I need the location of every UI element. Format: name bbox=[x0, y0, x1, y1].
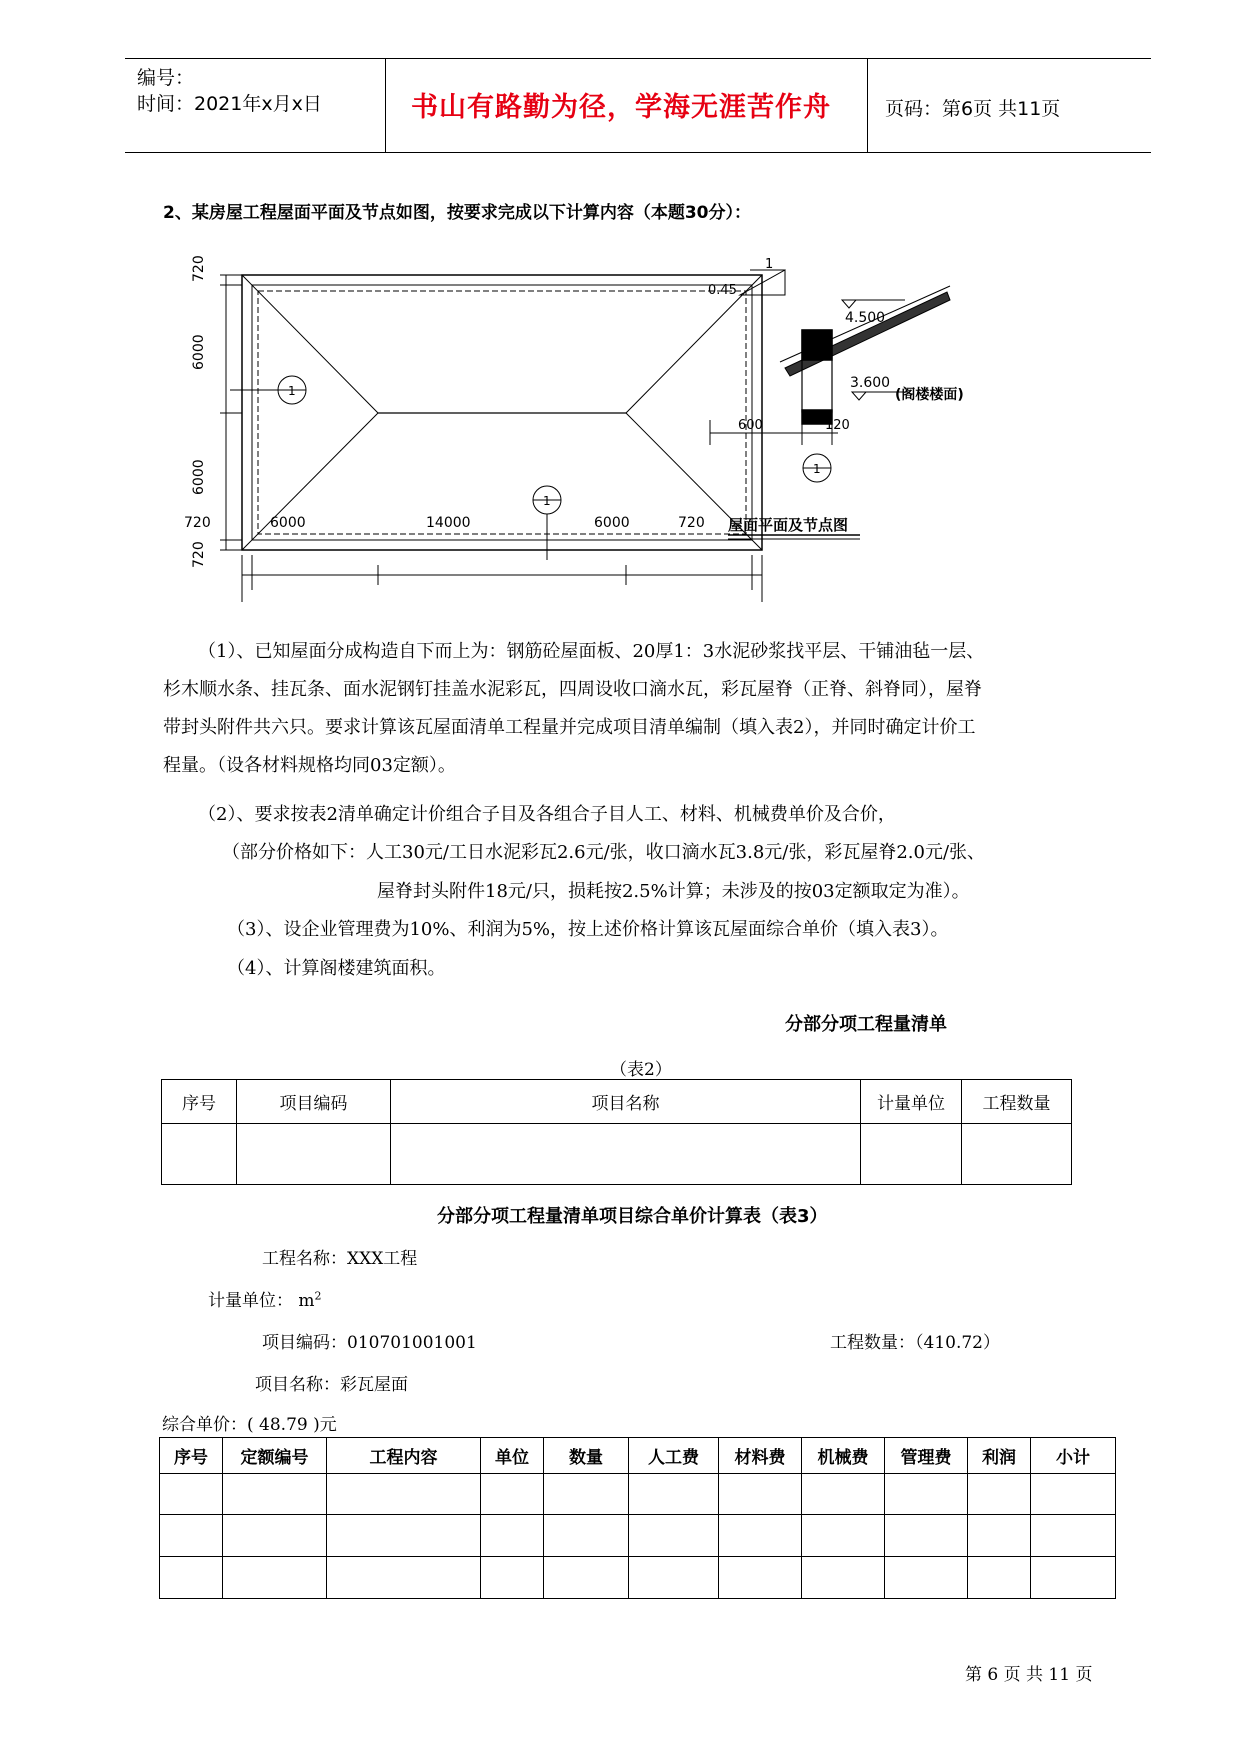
table3 bbox=[159, 1437, 1116, 1599]
dim-wall: 120 bbox=[825, 418, 850, 433]
t2-header-qty: 工程数量 bbox=[962, 1080, 1072, 1124]
question-heading: 2、某房屋工程屋面平面及节点如图，按要求完成以下计算内容（本题30分）： bbox=[163, 203, 751, 223]
dim-left-eave-top: 720 bbox=[191, 255, 207, 282]
project-name: 工程名称：XXX工程 bbox=[262, 1249, 418, 1269]
elevation-top: 4.500 bbox=[845, 310, 886, 326]
dim-eave: 600 bbox=[738, 418, 763, 433]
item-name: 项目名称：彩瓦屋面 bbox=[255, 1375, 408, 1395]
t3-header-labor: 人工费 bbox=[629, 1438, 719, 1474]
para-2: 杉木顺水条、挂瓦条、面水泥钢钉挂盖水泥彩瓦，四周设收口滴水瓦，彩瓦屋脊（正脊、斜脊同），屋脊 bbox=[163, 679, 982, 700]
elevation-floor: 3.600 bbox=[850, 375, 891, 391]
t3-header-subtotal: 小计 bbox=[1031, 1438, 1116, 1474]
unit-superscript: 2 bbox=[314, 1289, 322, 1303]
para-3: 带封头附件共六只。要求计算该瓦屋面清单工程量并完成项目清单编制（填入表2），并同时确定计价工 bbox=[163, 717, 976, 738]
unit-price: 综合单价：( 48.79 )元 bbox=[162, 1415, 337, 1435]
table-row bbox=[160, 1474, 1116, 1515]
dim-bottom-eave-right: 720 bbox=[678, 515, 705, 531]
table3-title: 分部分项工程量清单项目综合单价计算表（表3） bbox=[437, 1206, 828, 1227]
header-motto: 书山有路勤为径，学海无涯苦作舟 bbox=[411, 92, 831, 123]
floor-note: (阁楼楼面) bbox=[895, 387, 964, 403]
dim-bottom-span-1: 6000 bbox=[270, 515, 306, 531]
table2 bbox=[161, 1079, 1072, 1185]
para-7: 屋脊封头附件18元/只，损耗按2.5%计算；未涉及的按03定额取定为准）。 bbox=[377, 881, 970, 902]
t3-header-unit: 单位 bbox=[481, 1438, 544, 1474]
t3-header-qty: 数量 bbox=[544, 1438, 629, 1474]
dim-bottom-span-3: 6000 bbox=[594, 515, 630, 531]
para-6: （部分价格如下：人工30元/工日水泥彩瓦2.6元/张，收口滴水瓦3.8元/张，彩瓦屋脊2.0元/张、 bbox=[222, 842, 986, 863]
para-8: （3）、设企业管理费为10%、利润为5%，按上述价格计算该瓦屋面综合单价（填入表3）。 bbox=[227, 919, 949, 940]
project-code: 项目编码：010701001001 bbox=[262, 1333, 477, 1353]
dim-left-span-1: 6000 bbox=[191, 334, 207, 370]
page-header bbox=[125, 58, 1151, 153]
dim-left-span-2: 6000 bbox=[191, 459, 207, 495]
para-9: （4）、计算阁楼建筑面积。 bbox=[227, 958, 446, 979]
project-quantity: 工程数量：（410.72） bbox=[830, 1333, 1000, 1353]
t3-header-profit: 利润 bbox=[968, 1438, 1031, 1474]
section-mark-1: 1 bbox=[288, 384, 296, 398]
dim-bottom-eave-left: 720 bbox=[184, 515, 211, 531]
table-row bbox=[160, 1557, 1116, 1599]
unit-label: 计量单位： $m^2$ bbox=[208, 1289, 322, 1311]
table2-subtitle: （表2） bbox=[610, 1060, 672, 1080]
serial-label: 编号： bbox=[137, 67, 195, 89]
t3-header-seq: 序号 bbox=[160, 1438, 223, 1474]
para-4: 程量。（设各材料规格均同03定额）。 bbox=[163, 755, 456, 776]
dim-bottom-span-2: 14000 bbox=[426, 515, 471, 531]
slope-height: 0.45 bbox=[708, 283, 737, 298]
slope-ratio: 1 bbox=[765, 257, 774, 272]
t3-header-mgmt: 管理费 bbox=[885, 1438, 968, 1474]
t3-header-machine: 机械费 bbox=[802, 1438, 885, 1474]
para-1: （1）、已知屋面分成构造自下而上为：钢筋砼屋面板、20厚1：3水泥砂浆找平层、干铺油毡一层、 bbox=[198, 641, 985, 662]
t2-header-unit: 计量单位 bbox=[861, 1080, 962, 1124]
t3-header-quota: 定额编号 bbox=[223, 1438, 327, 1474]
dim-left-eave-bottom: 720 bbox=[191, 541, 207, 568]
t2-header-code: 项目编码 bbox=[237, 1080, 391, 1124]
t3-header-material: 材料费 bbox=[719, 1438, 802, 1474]
page-number: 页码：第6页 共11页 bbox=[885, 98, 1061, 120]
time-label: 时间：2021年x月x日 bbox=[137, 93, 322, 115]
t2-header-seq: 序号 bbox=[162, 1080, 237, 1124]
table2-title: 分部分项工程量清单 bbox=[785, 1014, 947, 1035]
page-footer: 第 6 页 共 11 页 bbox=[965, 1665, 1093, 1685]
section-mark-2: 1 bbox=[543, 494, 551, 508]
roof-figure bbox=[184, 250, 980, 610]
figure-caption: 屋面平面及节点图 bbox=[728, 516, 849, 534]
t3-header-content: 工程内容 bbox=[327, 1438, 481, 1474]
section-mark-3: 1 bbox=[813, 462, 821, 476]
t2-header-name: 项目名称 bbox=[391, 1080, 861, 1124]
table-row bbox=[160, 1515, 1116, 1557]
para-5: （2）、要求按表2清单确定计价组合子目及各组合子目人工、材料、机械费单价及合价， bbox=[198, 804, 896, 825]
